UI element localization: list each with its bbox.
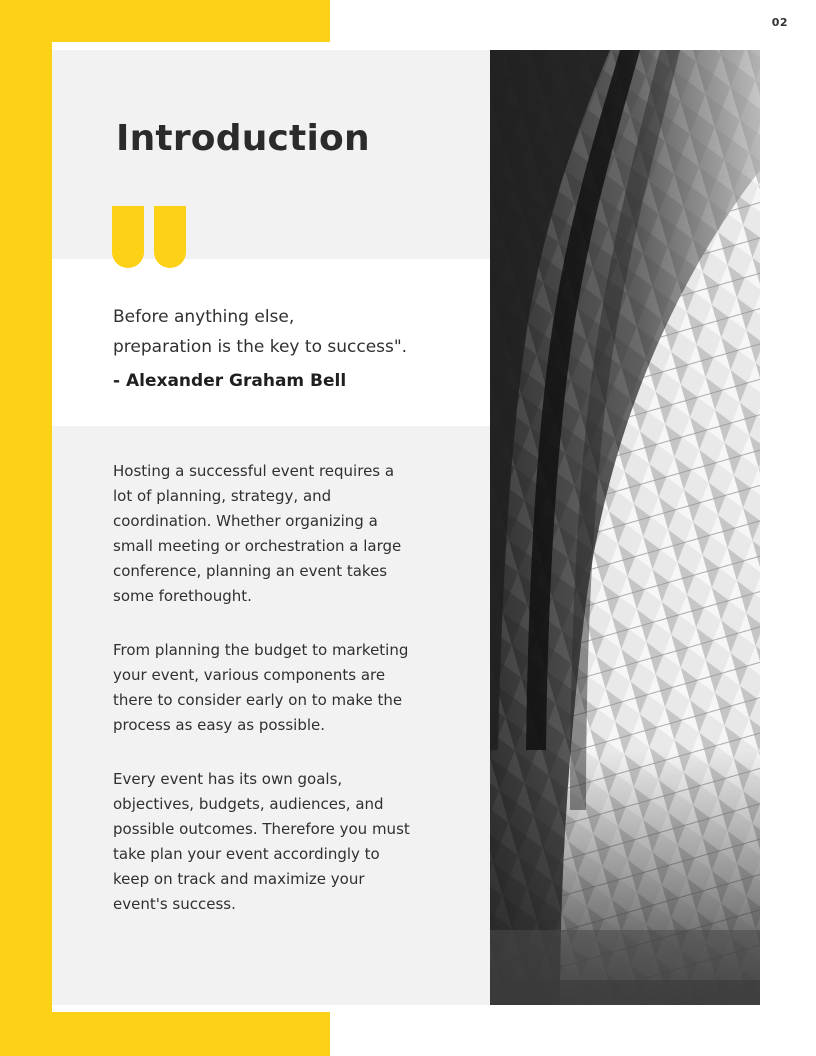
- body-copy: [113, 459, 413, 917]
- accent-bar-top: [0, 0, 330, 42]
- quote-line-1: Before anything else,: [113, 307, 295, 327]
- quote-line-2: preparation is the key to success".: [113, 337, 408, 357]
- quote-text: [113, 302, 473, 362]
- page-number: 02: [771, 16, 788, 29]
- quote-bar-right: [154, 206, 186, 268]
- accent-bar-left: [0, 0, 52, 1056]
- facade-photo: [490, 50, 760, 1005]
- body-paragraph: Hosting a successful event requires a lot of planning, strategy, and coordination. Whether organizing a small meeting or orchestration a large conference, planning an event takes some forethought.: [113, 462, 402, 605]
- body-paragraph: Every event has its own goals, objectives, budgets, audiences, and possible outcomes. Therefore you must take plan your event accordingly to keep on track and maximize your event's success.: [113, 770, 410, 913]
- quote-bar-left: [112, 206, 144, 268]
- quote-author: - Alexander Graham Bell: [113, 371, 347, 391]
- accent-bar-bottom: [0, 1012, 330, 1056]
- open-quote-icon: [112, 206, 192, 270]
- page-title: Introduction: [116, 118, 370, 159]
- body-paragraph: From planning the budget to marketing your event, various components are there to consider early on to make the process as easy as possible.: [113, 641, 409, 734]
